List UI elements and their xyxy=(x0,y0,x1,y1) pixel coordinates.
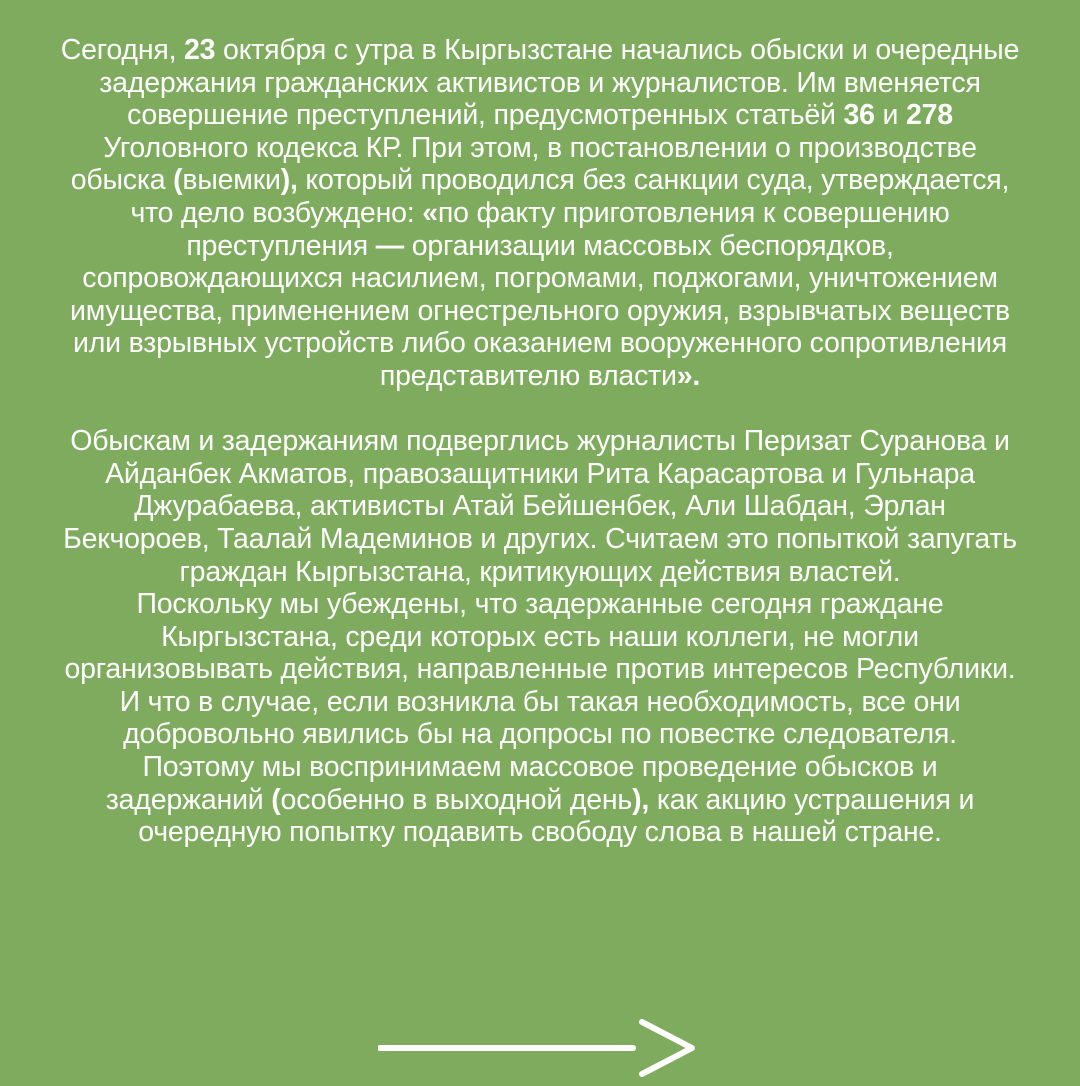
paragraph-detained-list: Обыскам и задержаниям подверглись журналисты Перизат Суранова и Айданбек Акматов, правозащитники Рита Карасартова и Гульнара Джурабаева, активисты Атай Бейшенбек, Али Шабдан, Эрлан Бекчороев, Таалай Мадеминов и других. Считаем это попыткой запугать граждан Кыргызстана, критикующих действия властей. xyxy=(63,425,1017,588)
paragraph-spacer xyxy=(60,393,1020,426)
paragraph-conclusion: Поэтому мы воспринимаем массовое проведение обысков и задержаний (особенно в выходной день), как акцию устрашения и очередную попытку подавить свободу слова в нашей стране. xyxy=(105,751,975,849)
article-number: 36 xyxy=(843,99,875,132)
paragraph-belief: Поскольку мы убеждены, что задержанные сегодня граждане Кыргызстана, среди которых есть наши коллеги, не могли организовывать действия, направленные против интересов Республики. И что в случае, если возникла бы такая необходимость, все они добровольно явились бы на допросы по повестке следователя. xyxy=(64,588,1016,751)
paragraph-arrests-intro: Сегодня, 23 октября с утра в Кыргызстане начались обыски и очередные задержания гражданских активистов и журналистов. Им вменяется совершение преступлений, предусмотренных статьёй 36 и 278 Уголовного кодекса КР. При этом, в постановлении о производстве обыска (выемки), который проводился без санкции суда, утверждается, что дело возбуждено: «по факту приготовления к совершению преступления — организации массовых беспорядков, сопровождающихся насилием, погромами, поджогами, уничтожением имущества, применением огнестрельного оружия, взрывчатых веществ или взрывных устройств либо оказанием вооруженного сопротивления представителю власти». xyxy=(60,34,1020,392)
next-slide-arrow xyxy=(378,1018,698,1078)
date-number: 23 xyxy=(184,34,216,66)
arrow-right-icon[interactable] xyxy=(378,1018,698,1078)
article-number: 278 xyxy=(905,99,953,132)
post-text xyxy=(60,34,1020,849)
